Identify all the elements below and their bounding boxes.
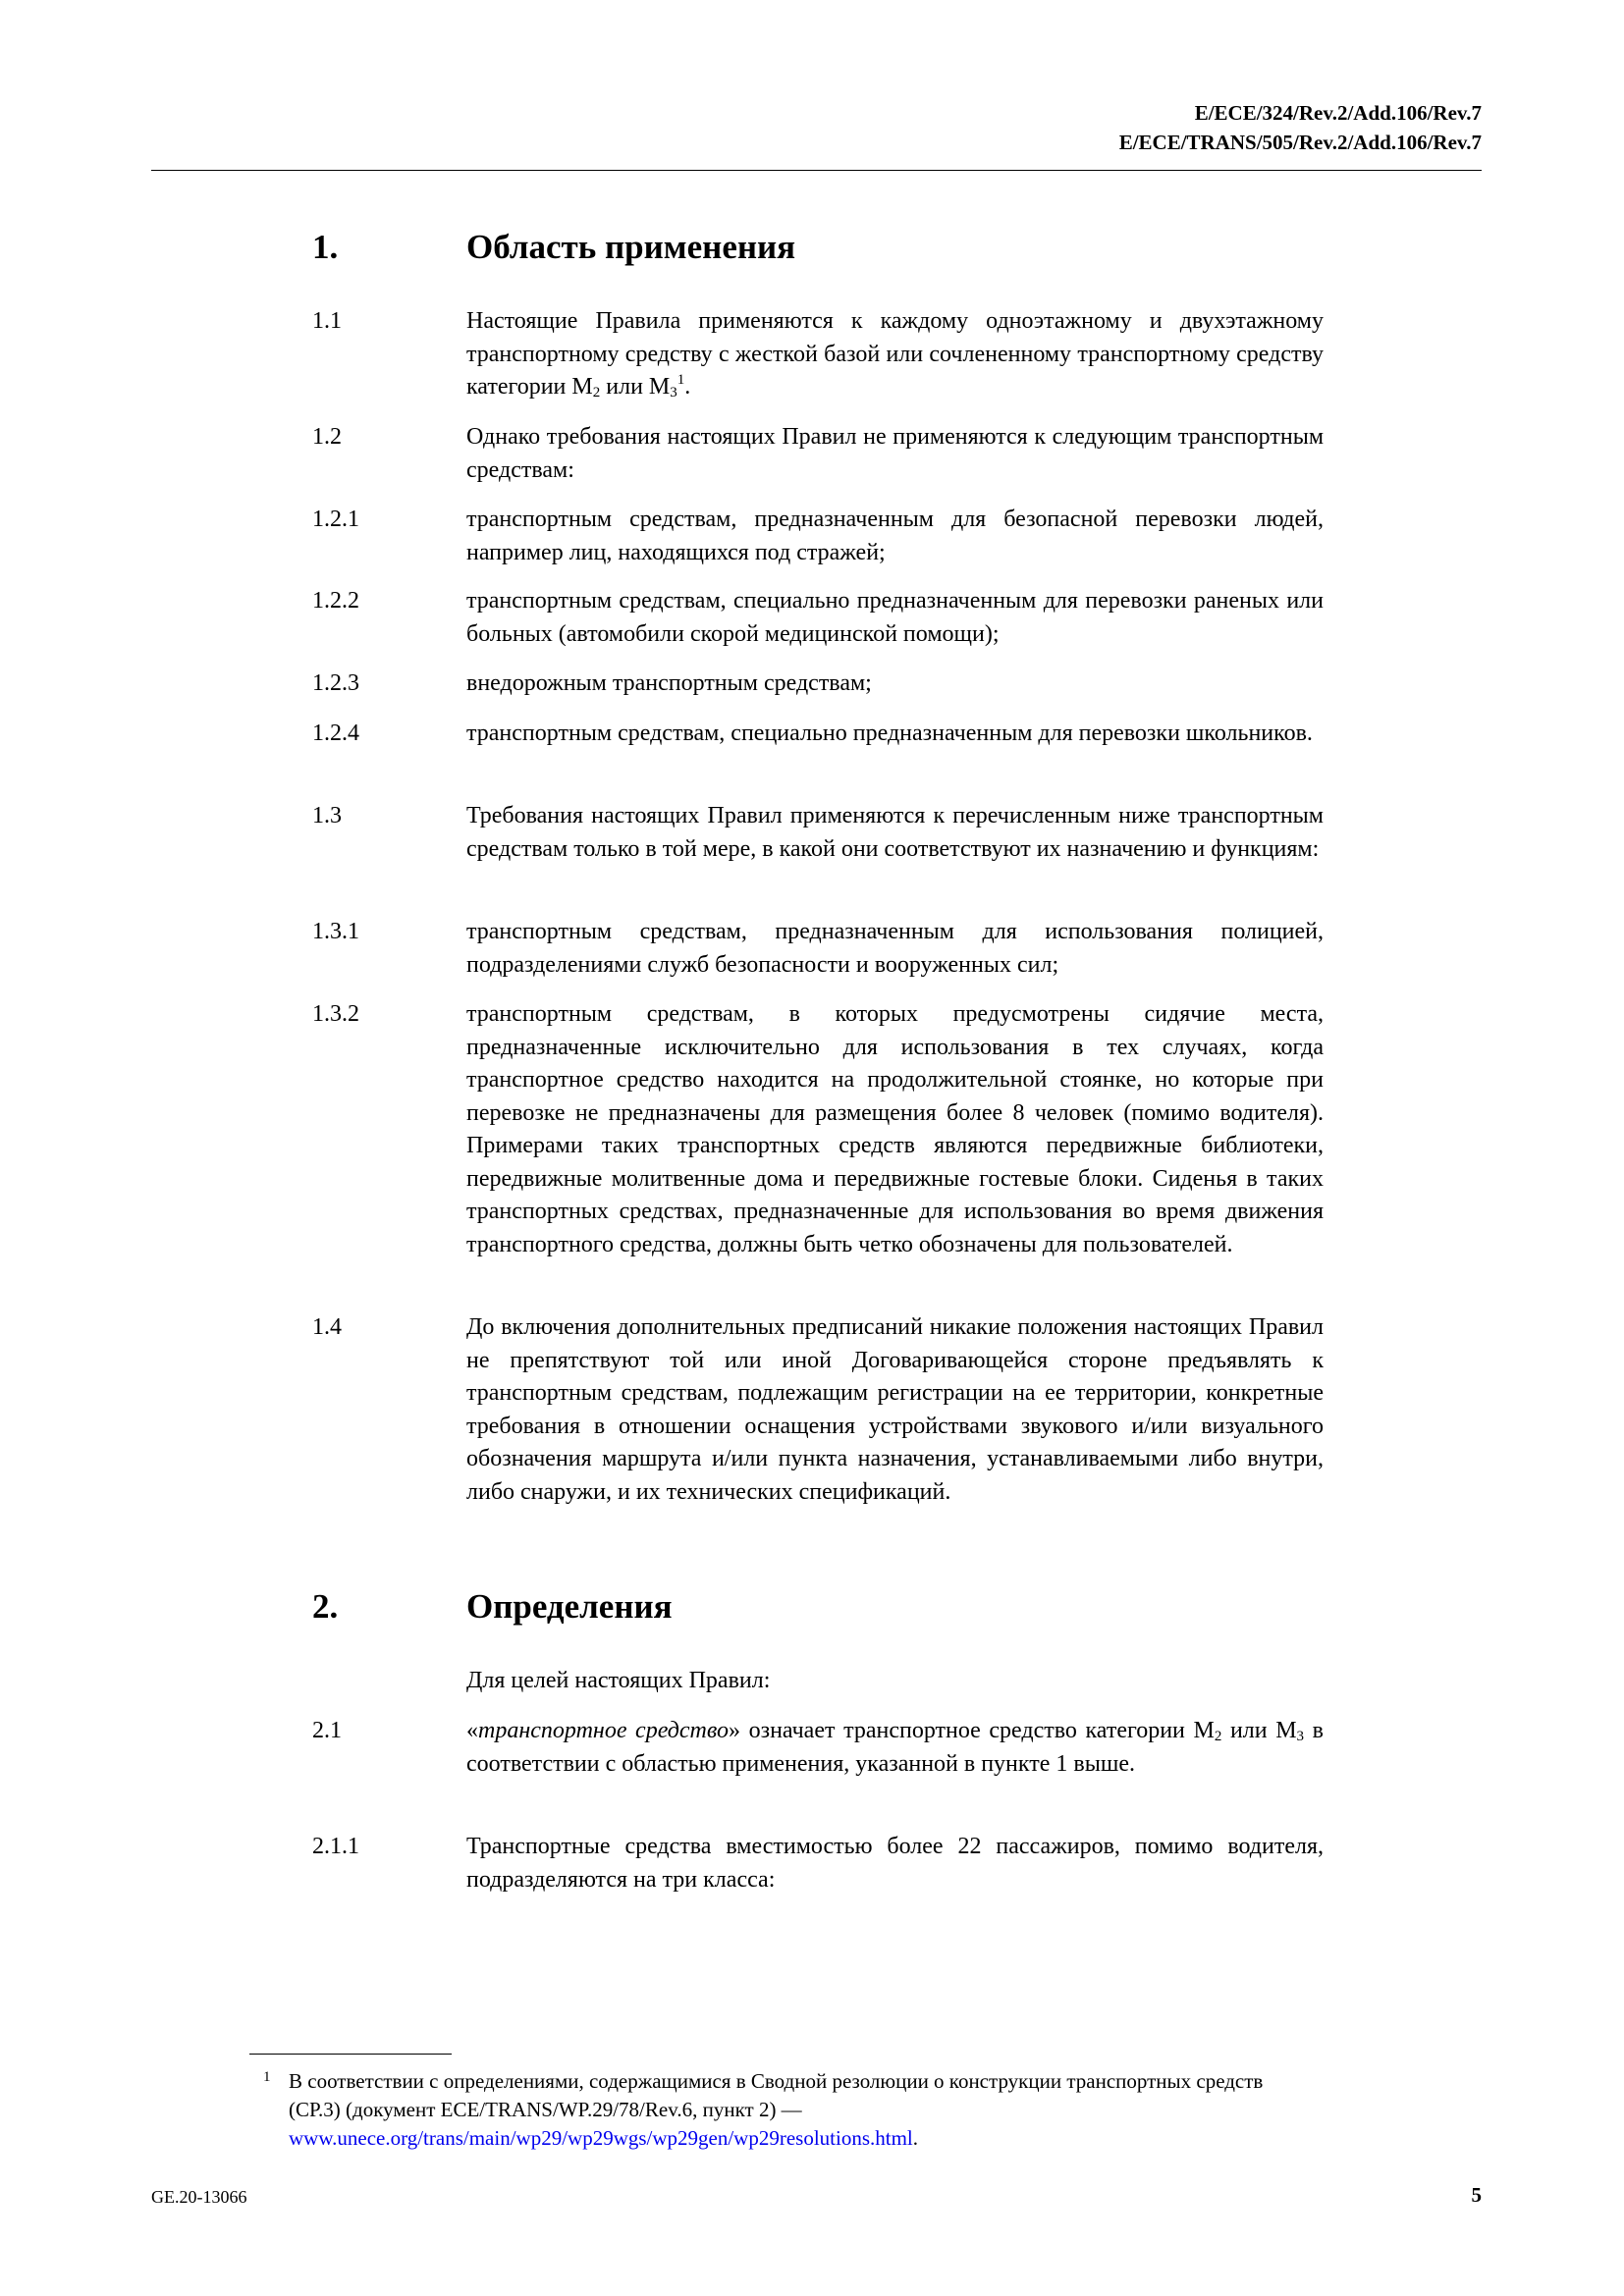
text-run: в соответствии с областью применения, указанной в пункте 1 выше. [466,1718,1324,1777]
subscript: 2 [592,385,601,400]
paragraph-number: 1.3.1 [312,919,359,944]
paragraph-number: 1.2.3 [312,670,359,696]
paragraph-text: транспортным средствам, предназначенным для использования полицией, подразделениями служб безопасности и вооруженных сил; [466,919,1324,978]
text-run: Настоящие Правила применяются к каждому одноэтажному и двухэтажному транспортному средству с жесткой базой или сочлененному транспортному средству категории M [466,308,1324,400]
paragraph-number: 1.2.1 [312,507,359,532]
quote-mark: » [729,1718,740,1743]
section-1-number: 1. [312,228,339,266]
text-run: означает транспортное средство категории M [740,1718,1215,1743]
quote-mark: « [466,1718,478,1743]
page-number: 5 [1471,2183,1482,2207]
subscript: 3 [1296,1729,1305,1744]
footnote-1 [263,2067,1310,2153]
footer-document-code: GE.20-13066 [151,2187,247,2207]
paragraph-number: 1.1 [312,308,342,334]
paragraph-text: транспортным средствам, предназначенным для безопасной перевозки людей, например лиц, находящихся под стражей; [466,507,1324,565]
paragraph-text [466,1715,1324,1781]
paragraph-text: внедорожным транспортным средствам; [466,670,872,696]
footnote-mark: 1 [263,2069,271,2085]
document-symbol-line-1: E/ECE/324/Rev.2/Add.106/Rev.7 [1194,101,1482,125]
paragraph-text: транспортным средствам, специально предназначенным для перевозки раненых или больных (автомобили скорой медицинской помощи); [466,588,1324,647]
section-1-title: Область применения [466,228,796,266]
paragraph-text: Для целей настоящих Правил: [466,1668,771,1693]
paragraph-text: Однако требования настоящих Правил не применяются к следующим транспортным средствам: [466,424,1324,483]
paragraph-number: 1.3 [312,803,342,828]
paragraph-text: Требования настоящих Правил применяются к перечисленным ниже транспортным средствам только в той мере, в какой они соответствуют их назначению и функциям: [466,803,1324,862]
paragraph-text [466,305,1324,404]
section-2-title: Определения [466,1587,673,1626]
text-run: или M [600,374,671,400]
paragraph-number: 1.4 [312,1314,342,1340]
paragraph-number: 2.1.1 [312,1834,359,1859]
subscript: 3 [670,385,677,400]
footnote-text-end: . [912,2126,919,2150]
paragraph-text: транспортным средствам, специально предназначенным для перевозки школьников. [466,721,1313,746]
section-2-number: 2. [312,1587,339,1626]
text-run: или M [1221,1718,1297,1743]
paragraph-text: До включения дополнительных предписаний никакие положения настоящих Правил не препятствуют той или иной Договаривающейся стороне предъявлять к транспортным средствам, подлежащим регистрации на ее территории, конкретные требования в отношении оснащения устройствами звукового и/или визуального обозначения маршрута и/или пункта назначения, устанавливаемыми либо внутри, либо снаружи, и их технических спецификаций. [466,1314,1324,1505]
subscript: 2 [1214,1729,1222,1744]
defined-term: транспортное средство [478,1718,729,1743]
header-divider [151,170,1482,171]
footnote-divider [249,2054,452,2055]
footnote-text: В соответствии с определениями, содержащимися в Сводной резолюции о конструкции транспортных средств (СР.3) (документ ECE/TRANS/WP.29/78/Rev.6, пункт 2) — [289,2069,1264,2121]
paragraph-text: Транспортные средства вместимостью более 22 пассажиров, помимо водителя, подразделяются на три класса: [466,1834,1324,1893]
paragraph-number: 2.1 [312,1718,342,1743]
paragraph-text: транспортным средствам, в которых предусмотрены сидячие места, предназначенные исключительно для использования в тех случаях, когда транспортное средство находится на продолжительной стоянке, но которые при перевозке не предназначены для размещения более 8 человек (помимо водителя). Примерами таких транспортных средств являются передвижные библиотеки, передвижные молитвенные дома и передвижные гостевые блоки. Сиденья в таких транспортных средствах, предназначенные для использования во время движения транспортного средства, должны быть четко обозначены для пользователей. [466,1001,1324,1257]
paragraph-number: 1.2.4 [312,721,359,746]
text-run: . [684,374,691,400]
paragraph-number: 1.3.2 [312,1001,359,1027]
document-symbol-line-2: E/ECE/TRANS/505/Rev.2/Add.106/Rev.7 [1118,131,1482,154]
footnote-reference[interactable]: 1 [677,372,685,388]
document-symbol-header [1119,98,1482,157]
footnote-link[interactable]: www.unece.org/trans/main/wp29/wp29wgs/wp29gen/wp29resolutions.html [289,2126,913,2150]
paragraph-number: 1.2.2 [312,588,359,614]
paragraph-number: 1.2 [312,424,342,450]
